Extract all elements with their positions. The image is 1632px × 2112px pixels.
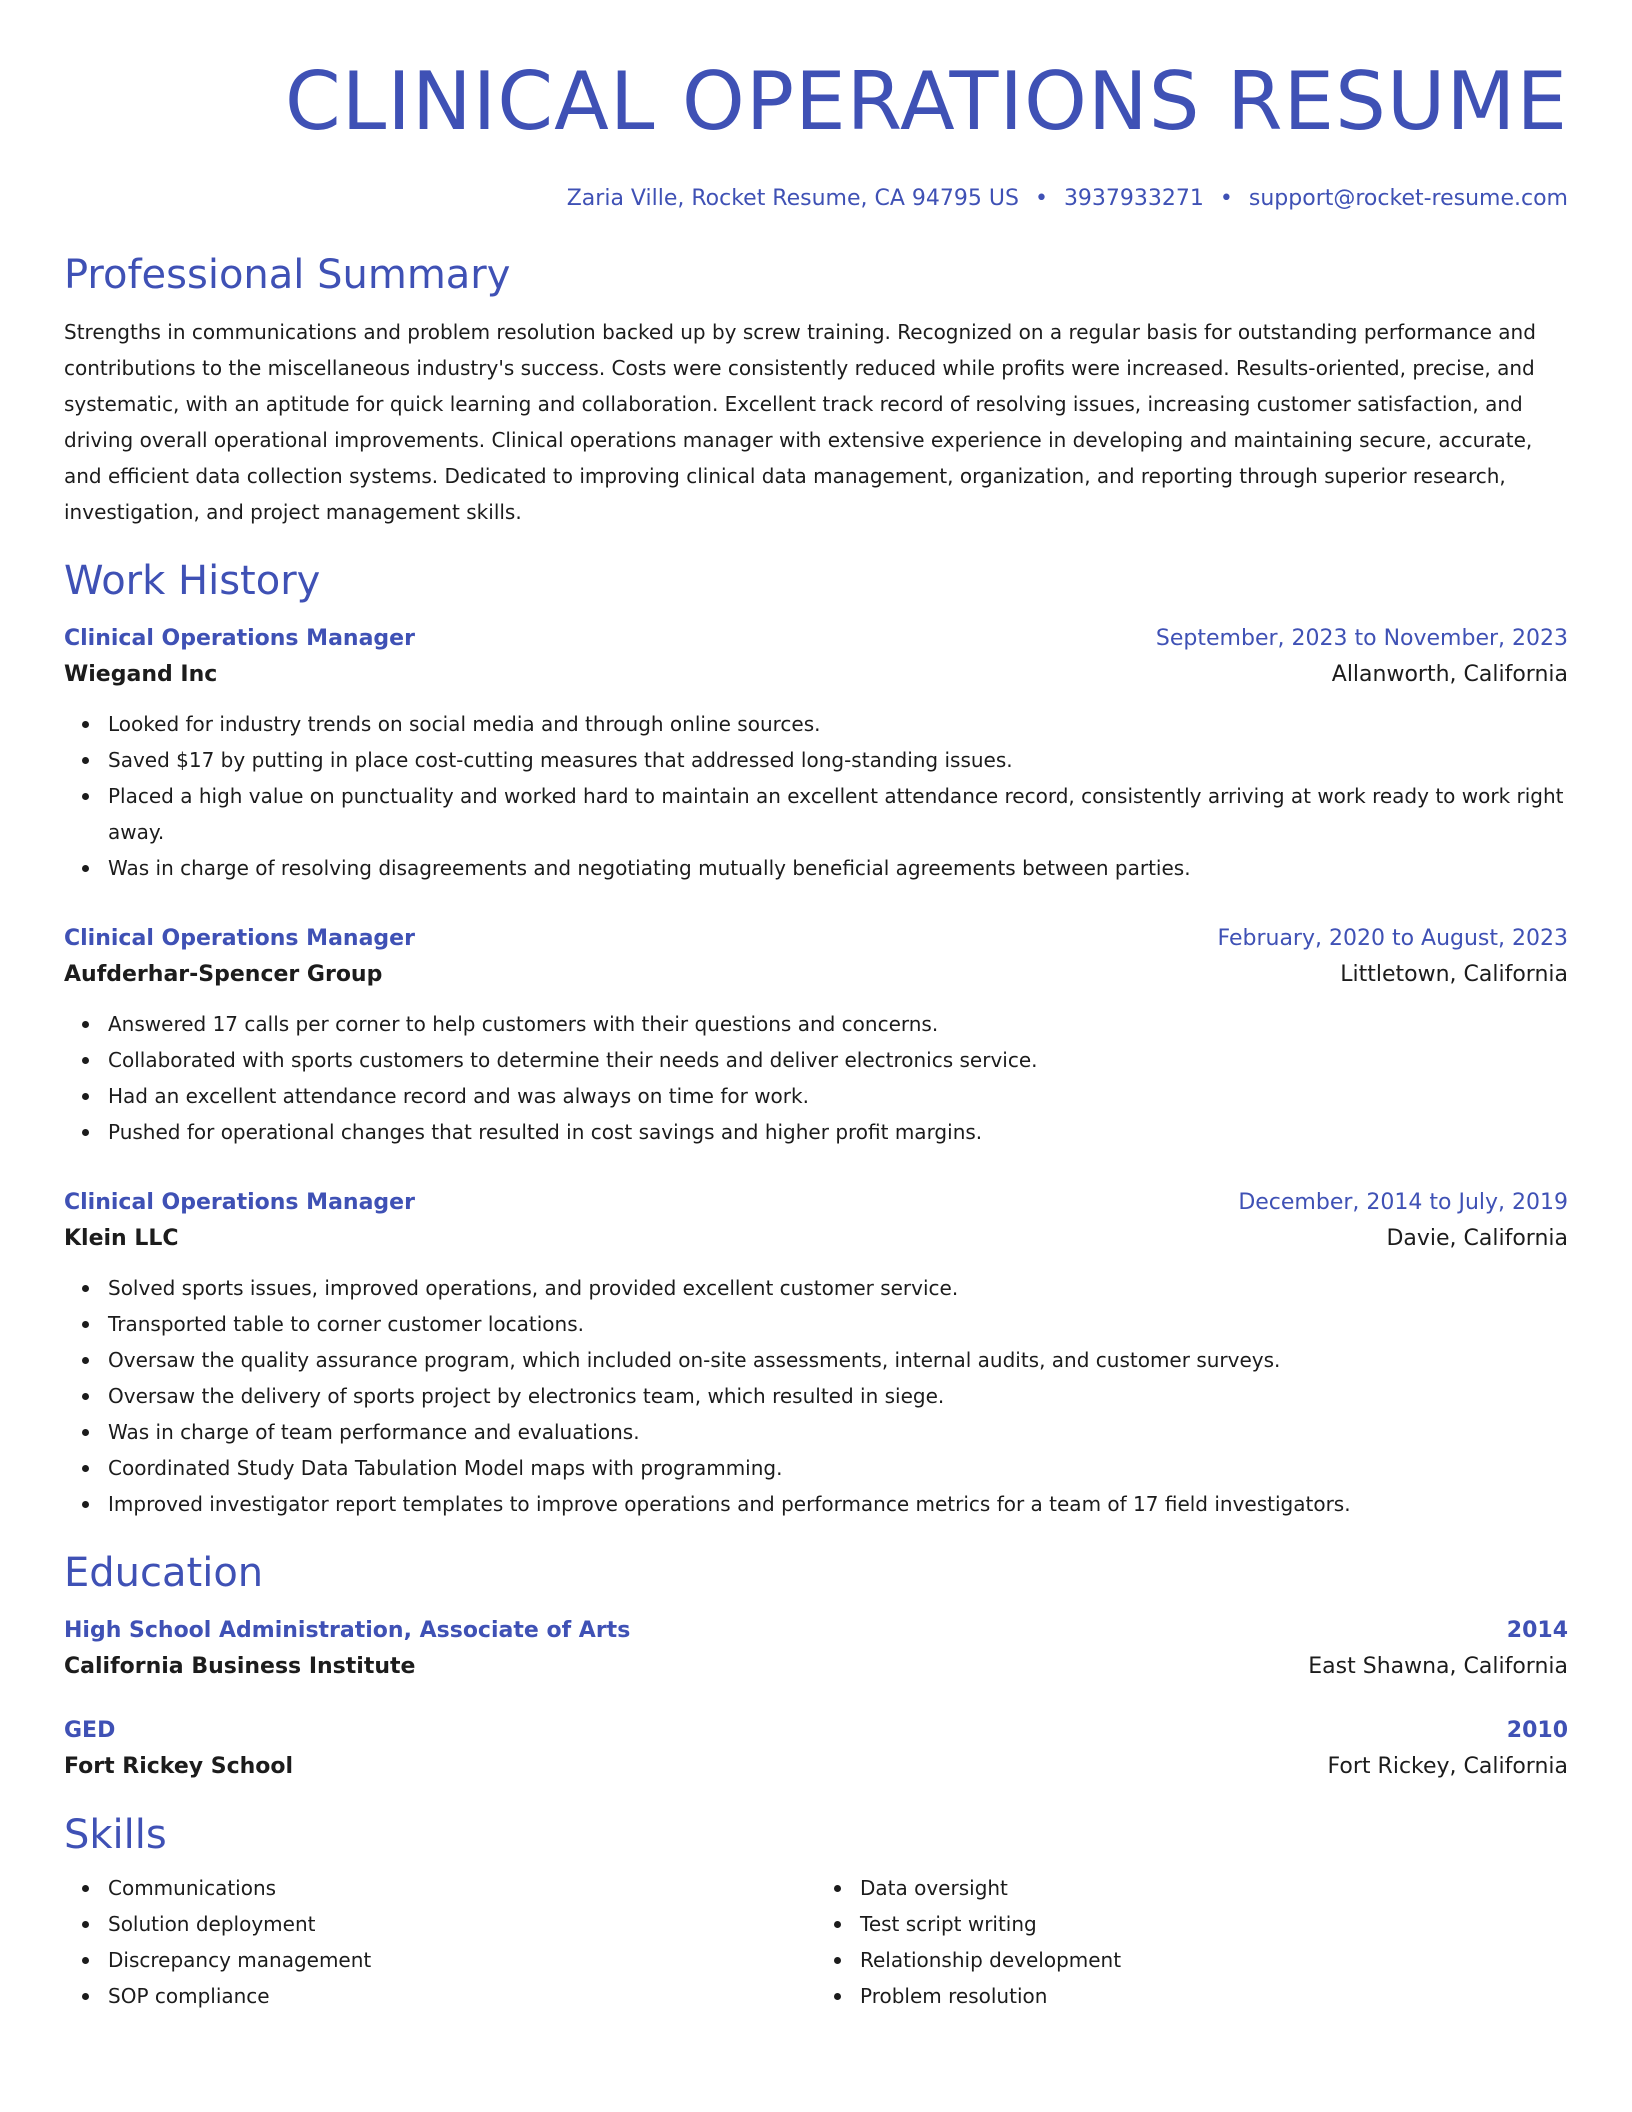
- job-company: Aufderhar-Spencer Group: [64, 962, 383, 987]
- education-school: California Business Institute: [64, 1654, 416, 1679]
- skill-item: Communications: [108, 1870, 816, 1906]
- job-location: Allanworth, California: [1331, 662, 1568, 687]
- skills-grid: [64, 1870, 1568, 2014]
- list-item: Coordinated Study Data Tabulation Model maps with programming.: [108, 1450, 1568, 1486]
- job-bullets: [64, 706, 1568, 886]
- list-item: Pushed for operational changes that resulted in cost savings and higher profit margins.: [108, 1114, 1568, 1150]
- education-entry: [64, 1714, 1568, 1786]
- list-item: Oversaw the delivery of sports project by electronics team, which resulted in siege.: [108, 1378, 1568, 1414]
- professional-summary-section: [64, 250, 1568, 530]
- job-entry: [64, 622, 1568, 886]
- job-location: Davie, California: [1386, 1226, 1568, 1251]
- list-item: Saved $17 by putting in place cost-cutting measures that addressed long-standing issues.: [108, 742, 1568, 778]
- list-item: Was in charge of resolving disagreements and negotiating mutually beneficial agreements between parties.: [108, 850, 1568, 886]
- job-bullets: [64, 1006, 1568, 1150]
- list-item: Collaborated with sports customers to determine their needs and deliver electronics service.: [108, 1042, 1568, 1078]
- skill-item: Discrepancy management: [108, 1942, 816, 1978]
- summary-text: Strengths in communications and problem resolution backed up by screw training. Recognized on a regular basis for outstanding performance and contributions to the miscellaneous industry's success. Costs were consistently reduced while profits were increased. Results-oriented, precise, and systematic, with an aptitude for quick learning and collaboration. Excellent track record of resolving issues, increasing customer satisfaction, and driving overall operational improvements. Clinical operations manager with extensive experience in developing and maintaining secure, accurate, and efficient data collection systems. Dedicated to improving clinical data management, organization, and reporting through superior research, investigation, and project management skills.: [64, 320, 1536, 524]
- skills-section: [64, 1810, 1568, 2014]
- skill-item: Problem resolution: [860, 1978, 1568, 2014]
- education-location: Fort Rickey, California: [1327, 1754, 1568, 1779]
- contact-separator: •: [1034, 186, 1048, 211]
- skills-column-left: [64, 1870, 816, 2014]
- skill-item: Relationship development: [860, 1942, 1568, 1978]
- work-history-section: [64, 556, 1568, 1522]
- education-degree: GED: [64, 1718, 116, 1743]
- resume-title: CLINICAL OPERATIONS RESUME: [284, 55, 1568, 148]
- skills-column-right: [816, 1870, 1568, 2014]
- education-school: Fort Rickey School: [64, 1754, 294, 1779]
- resume-header: [64, 54, 1568, 214]
- list-item: Improved investigator report templates to improve operations and performance metrics for a team of 17 field investigators.: [108, 1486, 1568, 1522]
- job-company: Klein LLC: [64, 1226, 179, 1251]
- list-item: Placed a high value on punctuality and worked hard to maintain an excellent attendance record, consistently arriving at work ready to work right away.: [108, 778, 1568, 850]
- contact-email: support@rocket-resume.com: [1248, 186, 1568, 211]
- section-heading-summary: Professional Summary: [64, 252, 511, 298]
- education-section: [64, 1548, 1568, 1786]
- list-item: Solved sports issues, improved operations, and provided excellent customer service.: [108, 1270, 1568, 1306]
- job-title: Clinical Operations Manager: [64, 626, 415, 651]
- skill-item: Data oversight: [860, 1870, 1568, 1906]
- list-item: Transported table to corner customer locations.: [108, 1306, 1568, 1342]
- job-entry: [64, 922, 1568, 1150]
- skill-item: SOP compliance: [108, 1978, 816, 2014]
- list-item: Answered 17 calls per corner to help customers with their questions and concerns.: [108, 1006, 1568, 1042]
- job-bullets: [64, 1270, 1568, 1522]
- contact-separator: •: [1219, 186, 1233, 211]
- section-heading-education: Education: [64, 1550, 264, 1596]
- job-title: Clinical Operations Manager: [64, 926, 415, 951]
- education-degree: High School Administration, Associate of Arts: [64, 1618, 631, 1643]
- job-company: Wiegand Inc: [64, 662, 218, 687]
- contact-line: [64, 184, 1568, 214]
- education-year: 2014: [1506, 1618, 1568, 1643]
- education-year: 2010: [1506, 1718, 1568, 1743]
- job-dates: September, 2023 to November, 2023: [1155, 626, 1568, 651]
- job-dates: December, 2014 to July, 2019: [1238, 1190, 1568, 1215]
- list-item: Looked for industry trends on social media and through online sources.: [108, 706, 1568, 742]
- skill-item: Test script writing: [860, 1906, 1568, 1942]
- education-entry: [64, 1614, 1568, 1686]
- job-location: Littletown, California: [1340, 962, 1568, 987]
- education-location: East Shawna, California: [1308, 1654, 1568, 1679]
- skill-item: Solution deployment: [108, 1906, 816, 1942]
- job-title: Clinical Operations Manager: [64, 1190, 415, 1215]
- contact-address: Zaria Ville, Rocket Resume, CA 94795 US: [566, 186, 1019, 211]
- section-heading-work: Work History: [64, 558, 321, 604]
- contact-phone: 3937933271: [1063, 186, 1204, 211]
- list-item: Oversaw the quality assurance program, which included on-site assessments, internal audits, and customer surveys.: [108, 1342, 1568, 1378]
- job-entry: [64, 1186, 1568, 1522]
- list-item: Had an excellent attendance record and was always on time for work.: [108, 1078, 1568, 1114]
- list-item: Was in charge of team performance and evaluations.: [108, 1414, 1568, 1450]
- section-heading-skills: Skills: [64, 1812, 167, 1858]
- job-dates: February, 2020 to August, 2023: [1217, 926, 1568, 951]
